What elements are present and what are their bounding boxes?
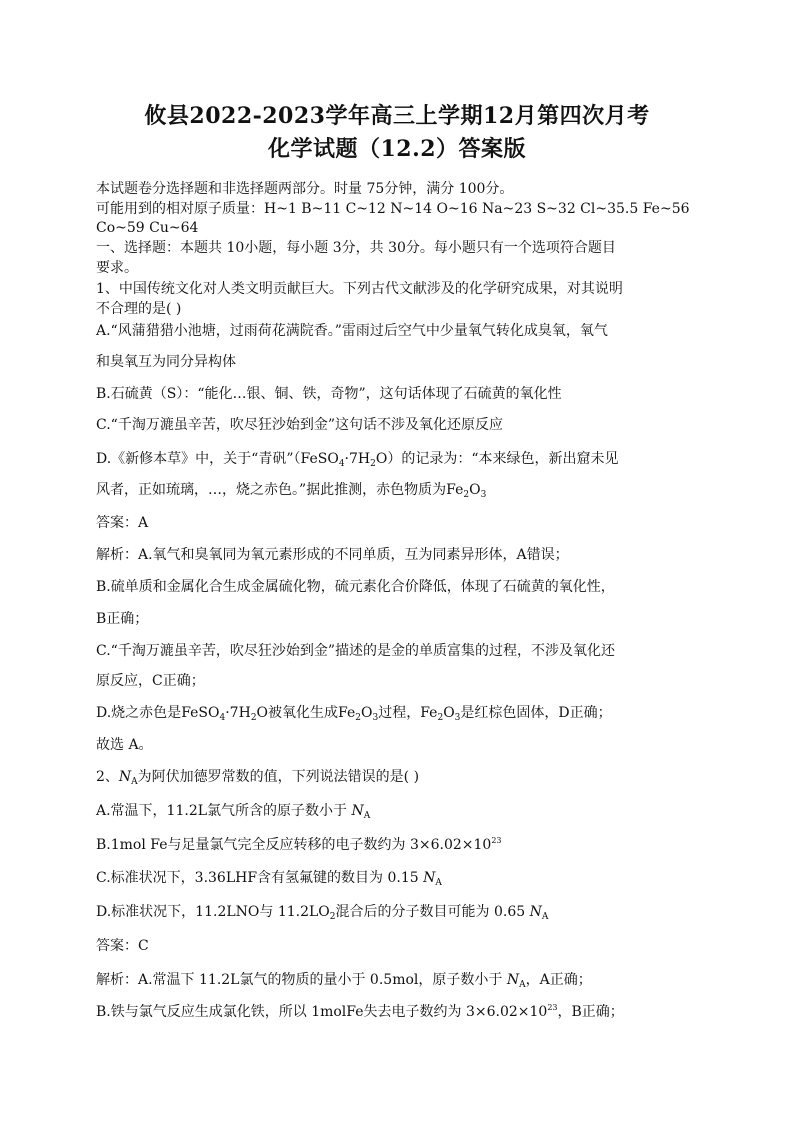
text: 混合后的分子数目可能为 0.65 [335, 904, 526, 920]
superscript: 23 [491, 836, 502, 845]
text: B.1mol Fe与足量氯气完全反应转移的电子数约为 [96, 837, 406, 853]
text: D.标准状况下，11.2LNO与 11.2L [96, 904, 319, 920]
text: D.烧之赤色是 [96, 705, 182, 721]
intro-line: 本试题卷分选择题和非选择题两部分。时量 75分钟，满分 100分。 [96, 181, 514, 197]
text: A.常温下，11.2L氯气所含的原子数小于 [96, 803, 348, 819]
text: D.《新修本草》中，关于“青矾”（ [96, 451, 301, 467]
text: FeSO [181, 705, 220, 721]
formula-iron-oxide [420, 705, 460, 721]
subscript: 2 [437, 713, 444, 723]
question-1-explanation: C.“千淘万漉虽辛苦，吹尽狂沙始到金”描述的是金的单质富集的过程，不涉及氧化还 [96, 643, 615, 659]
question-1-explanation: 原反应，C正确； [96, 673, 205, 689]
subscript: 3 [480, 490, 487, 500]
question-1-option-a: 和臭氧互为同分异构体 [96, 354, 236, 370]
symbol-na: N [506, 972, 520, 988]
document-title-line2: 化学试题（12.2）答案版 [267, 136, 527, 162]
section-heading: 要求。 [96, 260, 138, 276]
question-number: 2、 [96, 769, 119, 785]
question-1-option-a: A.“风蒲猎猎小池塘，过雨荷花满院香。”雷雨过后空气中少量氧气转化成臭氧，氧气 [96, 323, 608, 339]
text: 为阿伏加德罗常数的值，下列说法错误的是( ) [137, 769, 420, 785]
text: B.铁与氯气反应生成氯化铁，所以 1molFe失去电子数约为 [96, 1004, 462, 1020]
question-1-option-c: C.“千淘万漉虽辛苦，吹尽狂沙始到金”这句话不涉及氧化还原反应 [96, 417, 503, 433]
subscript: 3 [454, 713, 461, 723]
question-2-explanation [96, 971, 592, 989]
question-1-option-b: B.石硫黄（S）：“能化…银、铜、铁，奇物”，这句话体现了石硫黄的氧化性 [96, 386, 562, 402]
subscript: 2 [370, 459, 376, 469]
formula-copperas [301, 451, 388, 467]
subscript: A [363, 811, 371, 821]
document-title-line1: 攸县2022-2023学年高三上学期12月第四次月考 [144, 103, 650, 129]
text: O [443, 705, 455, 721]
question-1-explanation [96, 704, 612, 722]
text: O [469, 482, 481, 498]
question-1-explanation: B正确； [96, 611, 149, 627]
question-1-option-d [96, 481, 486, 499]
subscript: 4 [338, 459, 345, 469]
text: ，A正确； [525, 972, 592, 988]
subscript: 2 [463, 490, 470, 500]
symbol-na: N [118, 769, 132, 785]
text: O [375, 451, 388, 467]
subscript: A [435, 878, 442, 888]
subscript: A [131, 777, 138, 787]
text: Fe [420, 705, 438, 721]
subscript: 3 [372, 713, 379, 723]
symbol-na: N [529, 904, 542, 920]
subscript: 2 [329, 912, 336, 922]
question-1-explanation: B.硫单质和金属化合生成金属硫化物，硫元素化合价降低，体现了石硫黄的氧化性， [96, 579, 615, 595]
question-2-stem [96, 768, 419, 786]
question-1-option-d [96, 450, 619, 468]
formula-o2 [318, 904, 335, 920]
text: C.标准状况下，3.36LHF含有氢氟键的数目为 0.15 [96, 870, 419, 886]
text: O [256, 705, 269, 721]
question-2-option-b [96, 836, 502, 854]
text: ，B正确； [557, 1004, 624, 1020]
question-1-explanation: 解析：A.氧气和臭氧同为氧元素形成的不同单质，互为同素异形体，A错误； [96, 547, 569, 563]
text: O [318, 904, 330, 920]
subscript: 2 [355, 713, 361, 723]
text: 是红棕色固体，D正确； [460, 705, 612, 721]
question-1-answer: 答案：A [96, 515, 149, 531]
avogadro-number: 3×6.02×10 [465, 1004, 548, 1020]
symbol-na: N [351, 803, 364, 819]
question-2-answer: 答案：C [96, 938, 149, 954]
question-1-stem: 不合理的是( ) [96, 301, 182, 317]
subscript: 4 [219, 713, 226, 723]
text: Fe [338, 705, 356, 721]
subscript: 2 [250, 713, 257, 723]
question-1-explanation: 故选 A。 [96, 737, 153, 753]
superscript: 23 [547, 1003, 558, 1012]
intro-line: 可能用到的相对原子质量：H~1 B~11 C~12 N~14 O~16 Na~23 S~32 Cl~35.5 Fe~56 [96, 201, 690, 217]
text: ·7H [225, 705, 251, 721]
text: O [361, 705, 373, 721]
formula-iron-oxide [446, 482, 486, 498]
text: 过程， [378, 705, 421, 721]
text: ）的记录为：“本来绿色，新出窟未见 [387, 451, 619, 467]
question-2-option-a [96, 802, 370, 820]
formula-iron-oxide [338, 705, 378, 721]
subscript: A [519, 980, 526, 990]
question-2-option-d [96, 903, 548, 921]
symbol-na: N [423, 870, 436, 886]
text: 被氧化生成 [268, 705, 339, 721]
question-2-explanation [96, 1003, 624, 1021]
subscript: A [541, 912, 549, 922]
section-heading: 一、选择题：本题共 10小题，每小题 3分，共 30分。每小题只有一个选项符合题目 [96, 240, 616, 256]
avogadro-number: 3×6.02×10 [409, 837, 492, 853]
formula-copperas [181, 705, 268, 721]
question-2-option-c [96, 869, 442, 887]
text: 风者，正如琉璃，…，烧之赤色。”据此推测，赤色物质为 [96, 482, 447, 498]
intro-line: Co~59 Cu~64 [96, 220, 199, 236]
text: 解析：A.常温下 11.2L氯气的物质的量小于 0.5mol，原子数小于 [96, 972, 503, 988]
text: FeSO [300, 451, 339, 467]
text: ·7H [344, 451, 371, 467]
text: Fe [446, 482, 464, 498]
question-1-stem: 1、中国传统文化对人类文明贡献巨大。下列古代文献涉及的化学研究成果，对其说明 [96, 281, 623, 297]
